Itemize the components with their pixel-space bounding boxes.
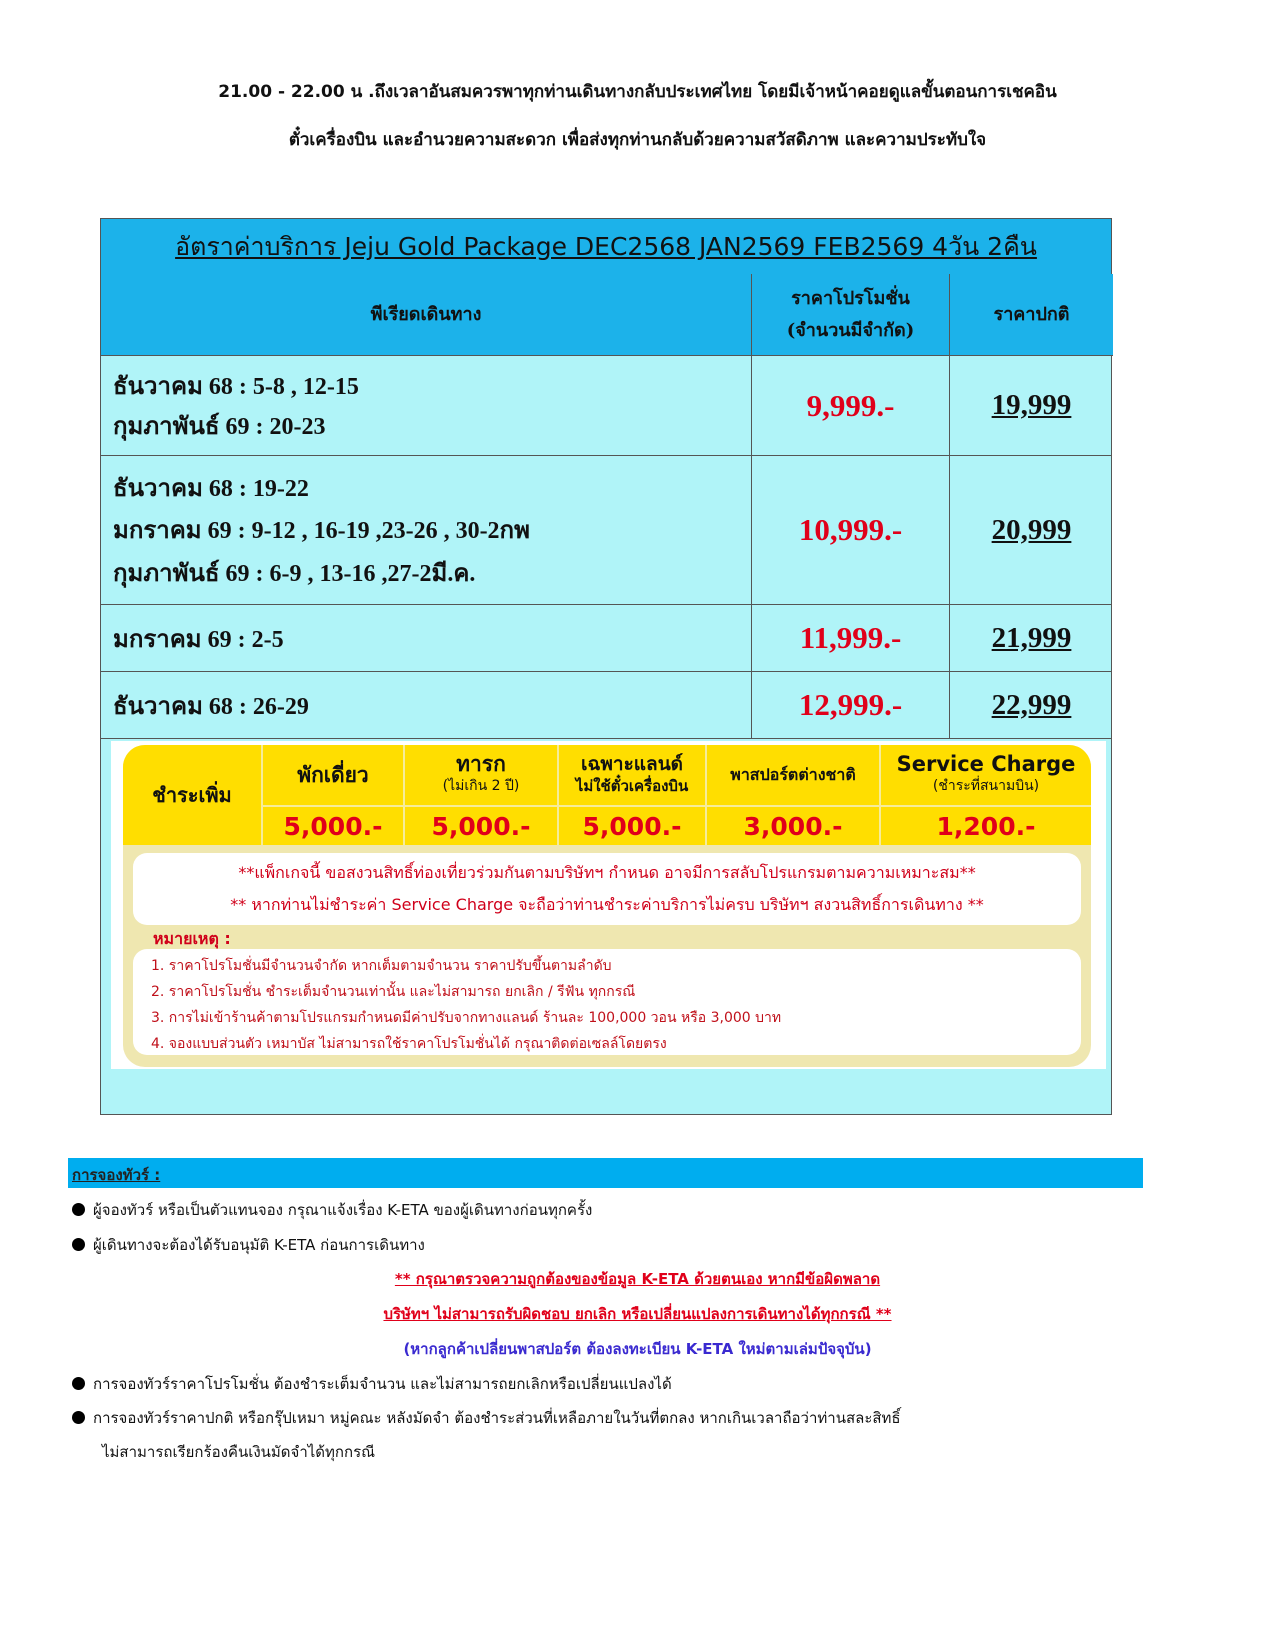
period-date: ธันวาคม 68 : 26-29 (113, 693, 309, 720)
normal-price: 21,999 (949, 605, 1113, 671)
extra-sub: ไม่ใช้ตั๋วเครื่องบิน (575, 777, 689, 795)
extra-title: เฉพาะแลนด์ (580, 753, 684, 775)
notice-line: **แพ็กเกจนี้ ขอสงวนสิทธิ์ท่องเที่ยวร่วมกันตามบริษัทฯ กำหนด อาจมีการสลับโปรแกรมตามความเหมาะสม** (238, 863, 976, 882)
period-date: กุมภาพันธ์ 69 : 20-23 (113, 413, 326, 440)
header-promo (751, 274, 949, 356)
extra-sub: (ชำระที่สนามบิน) (932, 778, 1040, 794)
intro-line-2: ตั๋วเครื่องบิน และอำนวยความสะดวก เพื่อส่งทุกท่านกลับด้วยความสวัสดิภาพ และความประทับใจ (288, 130, 987, 150)
extra-price: 5,000.- (283, 811, 383, 841)
header-normal: ราคาปกติ (949, 274, 1113, 356)
normal-price: 19,999 (949, 356, 1113, 455)
header-period: พีเรียดเดินทาง (101, 274, 751, 356)
bullet-text: การจองทัวร์ราคาโปรโมชั่น ต้องชำระเต็มจำนวน และไม่สามารถยกเลิกหรือเปลี่ยนแปลงได้ (93, 1375, 672, 1393)
extra-title: ทารก (456, 752, 506, 776)
promo-price: 12,999.- (751, 672, 949, 738)
promo-price: 9,999.- (751, 356, 949, 455)
remark-item: 1. ราคาโปรโมชั่นมีจำนวนจำกัด หากเต็มตามจำนวน ราคาปรับขึ้นตามลำดับ (151, 958, 612, 974)
remark-item: 4. จองแบบส่วนตัว เหมาบัส ไม่สามารถใช้ราคาโปรโมชั่นได้ กรุณาติดต่อเซลล์โดยตรง (151, 1036, 667, 1052)
price-table (100, 218, 1112, 1115)
table-title: อัตราค่าบริการ Jeju Gold Package DEC2568 JAN2569 FEB2569 4วัน 2คืน (101, 219, 1111, 275)
normal-price: 22,999 (949, 672, 1113, 738)
remark-item: 3. การไม่เข้าร้านค้าตามโปรแกรมกำหนดมีค่าปรับจากทางแลนด์ ร้านละ 100,000 วอน หรือ 3,000 บาท (151, 1010, 782, 1026)
keta-warning-2: บริษัทฯ ไม่สามารถรับผิดชอบ ยกเลิก หรือเปลี่ยนแปลงการเดินทางได้ทุกกรณี ** (383, 1305, 892, 1323)
remarks-list (133, 949, 1081, 1055)
bullet-continuation: ไม่สามารถเรียกร้องคืนเงินมัดจำได้ทุกกรณี (102, 1443, 376, 1461)
promo-price: 10,999.- (751, 456, 949, 604)
bullet-item (72, 1406, 901, 1430)
booking-title: การจองทัวร์ : (72, 1166, 161, 1184)
extra-title: พักเดี่ยว (297, 763, 369, 787)
bullet-icon (72, 1238, 85, 1251)
normal-price: 20,999 (949, 456, 1113, 604)
bullet-text: ผู้เดินทางจะต้องได้รับอนุมัติ K-ETA ก่อนการเดินทาง (93, 1236, 425, 1254)
period-date: ธันวาคม 68 : 5-8 , 12-15 (113, 374, 359, 401)
extra-price: 5,000.- (582, 811, 682, 841)
extra-label: ชำระเพิ่ม (123, 745, 263, 845)
notice-box (133, 853, 1081, 925)
intro-line-1: 21.00 - 22.00 น .ถึงเวลาอันสมควรพาทุกท่านเดินทางกลับประเทศไทย โดยมีเจ้าหน้าคอยดูแลขั้นตอนการเชคอิน (218, 82, 1057, 102)
promo-price: 11,999.- (751, 605, 949, 671)
bullet-icon (72, 1203, 85, 1216)
extra-title: พาสปอร์ตต่างชาติ (730, 765, 856, 784)
notice-line: ** หากท่านไม่ชำระค่า Service Charge จะถือว่าท่านชำระค่าบริการไม่ครบ บริษัทฯ สงวนสิทธิ์การเดินทาง ** (230, 895, 984, 914)
keta-warning-1: ** กรุณาตรวจความถูกต้องของข้อมูล K-ETA ด้วยตนเอง หากมีข้อผิดพลาด (394, 1270, 881, 1288)
booking-header (68, 1158, 1143, 1188)
keta-warning-3: (หากลูกค้าเปลี่ยนพาสปอร์ต ต้องลงทะเบียน K-ETA ใหม่ตามเล่มปัจจุบัน) (403, 1340, 872, 1358)
period-date: กุมภาพันธ์ 69 : 6-9 , 13-16 ,27-2มี.ค. (113, 561, 476, 588)
bullet-item (72, 1233, 425, 1257)
bullet-icon (72, 1377, 85, 1390)
extra-charges-panel (111, 741, 1106, 1069)
bullet-item (72, 1372, 672, 1396)
period-date: ธันวาคม 68 : 19-22 (113, 475, 309, 502)
table-row (101, 456, 1111, 605)
table-row (101, 672, 1111, 739)
remark-item: 2. ราคาโปรโมชั่น ชำระเต็มจำนวนเท่านั้น และไม่สามารถ ยกเลิก / รีฟัน ทุกกรณี (151, 984, 636, 1000)
extra-price: 3,000.- (743, 811, 843, 841)
remark-label: หมายเหตุ : (153, 929, 231, 948)
table-row (101, 605, 1111, 672)
extra-title: Service Charge (896, 752, 1076, 776)
bullet-text: การจองทัวร์ราคาปกติ หรือกรุ๊ปเหมา หมู่คณะ หลังมัดจำ ต้องชำระส่วนที่เหลือภายในวันที่ตกลง หากเกินเวลาถือว่าท่านสละสิทธิ์ (93, 1409, 901, 1427)
extra-price: 1,200.- (936, 811, 1036, 841)
bullet-icon (72, 1411, 85, 1424)
extra-price: 5,000.- (431, 811, 531, 841)
header-promo-line2: (จำนวนมีจำกัด) (786, 319, 915, 341)
extra-charges-grid (123, 745, 1091, 845)
period-date: มกราคม 69 : 2-5 (113, 626, 284, 653)
period-date: มกราคม 69 : 9-12 , 16-19 ,23-26 , 30-2กพ (113, 518, 530, 545)
table-row (101, 356, 1111, 456)
bullet-item (72, 1198, 592, 1222)
bullet-text: ผู้จองทัวร์ หรือเป็นตัวแทนจอง กรุณาแจ้งเรื่อง K-ETA ของผู้เดินทางก่อนทุกครั้ง (93, 1201, 593, 1219)
header-promo-line1: ราคาโปรโมชั่น (791, 287, 910, 309)
extra-sub: (ไม่เกิน 2 ปี) (442, 778, 520, 794)
